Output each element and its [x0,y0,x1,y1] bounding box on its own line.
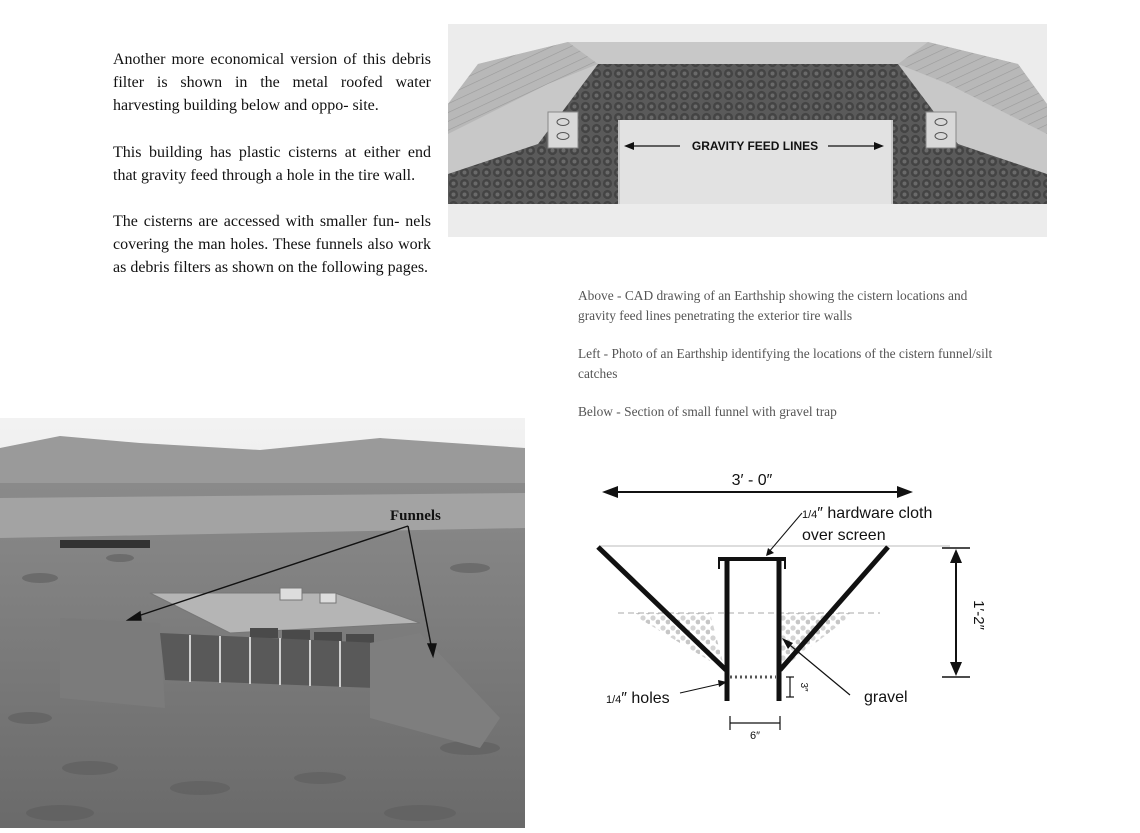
width-dim-label: 3′ - 0″ [731,472,773,489]
paragraph: The cisterns are accessed with smaller fun- nels covering the man holes. These funnels also work as debris filters as shown on the following pages. [113,213,431,277]
caption-left: Left - Photo of an Earthship identifying the locations of the cistern funnel/silt catches [578,346,993,381]
height-dim-label: 1′-2″ [970,600,987,630]
cistern-right [926,112,956,148]
earthship-photo [0,418,525,828]
hardware-cloth-label: 1/4″ hardware cloth [802,505,933,522]
hardware-cloth-label-line2: over screen [802,527,886,544]
caption-above: Above - CAD drawing of an Earthship showing the cistern locations and gravity feed lines penetrating the exterior tire walls [578,288,968,323]
paragraph: This building has plastic cisterns at either end that gravity feed through a hole in the tire wall. [113,143,431,184]
holes-label: 1/4″ holes [606,690,670,707]
funnels-label: Funnels [390,508,441,524]
gravel-label: gravel [864,689,908,706]
pipe-dim-label: 6″ [749,730,761,742]
captions [578,286,998,440]
cistern-left [548,112,578,148]
body-text [113,48,431,303]
funnel-section-drawing [590,465,990,755]
paragraph: Another more economical version of this debris filter is shown in the metal roofed water harvesting building below and oppo- site. [113,51,431,115]
cad-drawing [448,24,1047,237]
gravity-feed-label: GRAVITY FEED LINES [691,139,819,153]
caption-below: Below - Section of small funnel with gravel trap [578,404,837,419]
small-dim-label: 3″ [798,682,809,692]
